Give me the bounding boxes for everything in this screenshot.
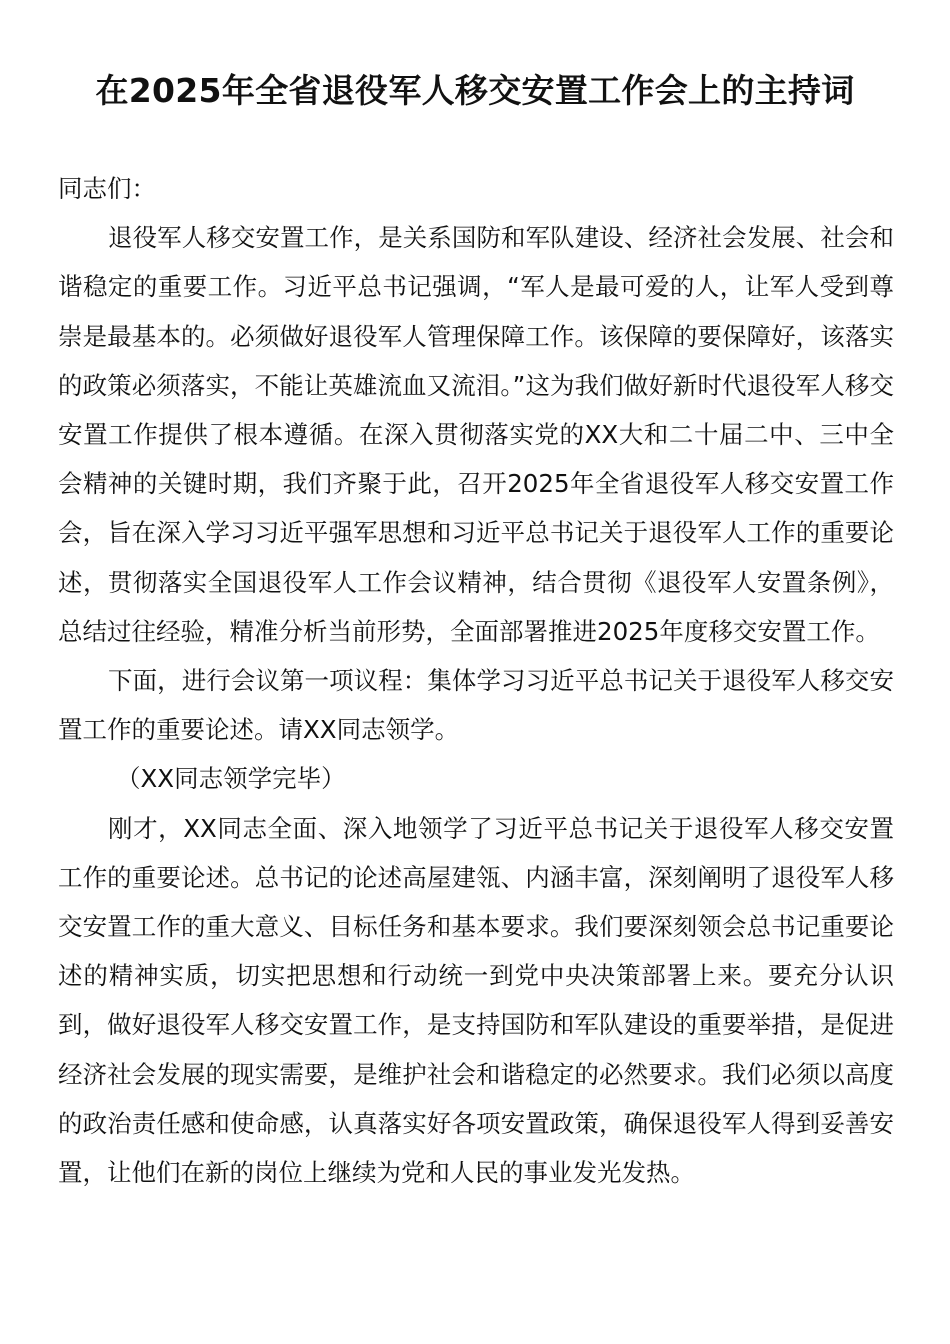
document-title: 在2025年全省退役军人移交安置工作会上的主持词 <box>95 71 855 110</box>
salutation: 同志们： <box>58 174 156 203</box>
paragraph-intro: 退役军人移交安置工作，是关系国防和军队建设、经济社会发展、社会和谐稳定的重要工作。习近平总书记强调，“军人是最可爱的人，让军人受到尊崇是最基本的。必须做好退役军人管理保障工作。该保障的要保障好，该落实的政策必须落实，不能让英雄流血又流泪。”这为我们做好新时代退役军人移交安置工作提供了根本遵循。在深入贯彻落实党的XX大和二十届二中、三中全会精神的关键时期，我们齐聚于此，召开2025年全省退役军人移交安置工作会，旨在深入学习习近平强军思想和习近平总书记关于退役军人工作的重要论述，贯彻落实全国退役军人工作会议精神，结合贯彻《退役军人安置条例》，总结过往经验，精准分析当前形势，全面部署推进2025年度移交安置工作。 <box>58 223 894 646</box>
paragraph-stage-note: （XX同志领学完毕） <box>116 764 346 794</box>
document-body <box>58 164 894 1197</box>
paragraph-agenda-item: 下面，进行会议第一项议程：集体学习习近平总书记关于退役军人移交安置工作的重要论述。请XX同志领学。 <box>58 666 894 745</box>
paragraph-summary: 刚才，XX同志全面、深入地领学了习近平总书记关于退役军人移交安置工作的重要论述。总书记的论述高屋建瓴、内涵丰富，深刻阐明了退役军人移交安置工作的重大意义、目标任务和基本要求。我们要深刻领会总书记重要论述的精神实质，切实把思想和行动统一到党中央决策部署上来。要充分认识到，做好退役军人移交安置工作，是支持国防和军队建设的重要举措，是促进经济社会发展的现实需要，是维护社会和谐稳定的必然要求。我们必须以高度的政治责任感和使命感，认真落实好各项安置政策，确保退役军人得到妥善安置，让他们在新的岗位上继续为党和人民的事业发光发热。 <box>58 813 894 1188</box>
